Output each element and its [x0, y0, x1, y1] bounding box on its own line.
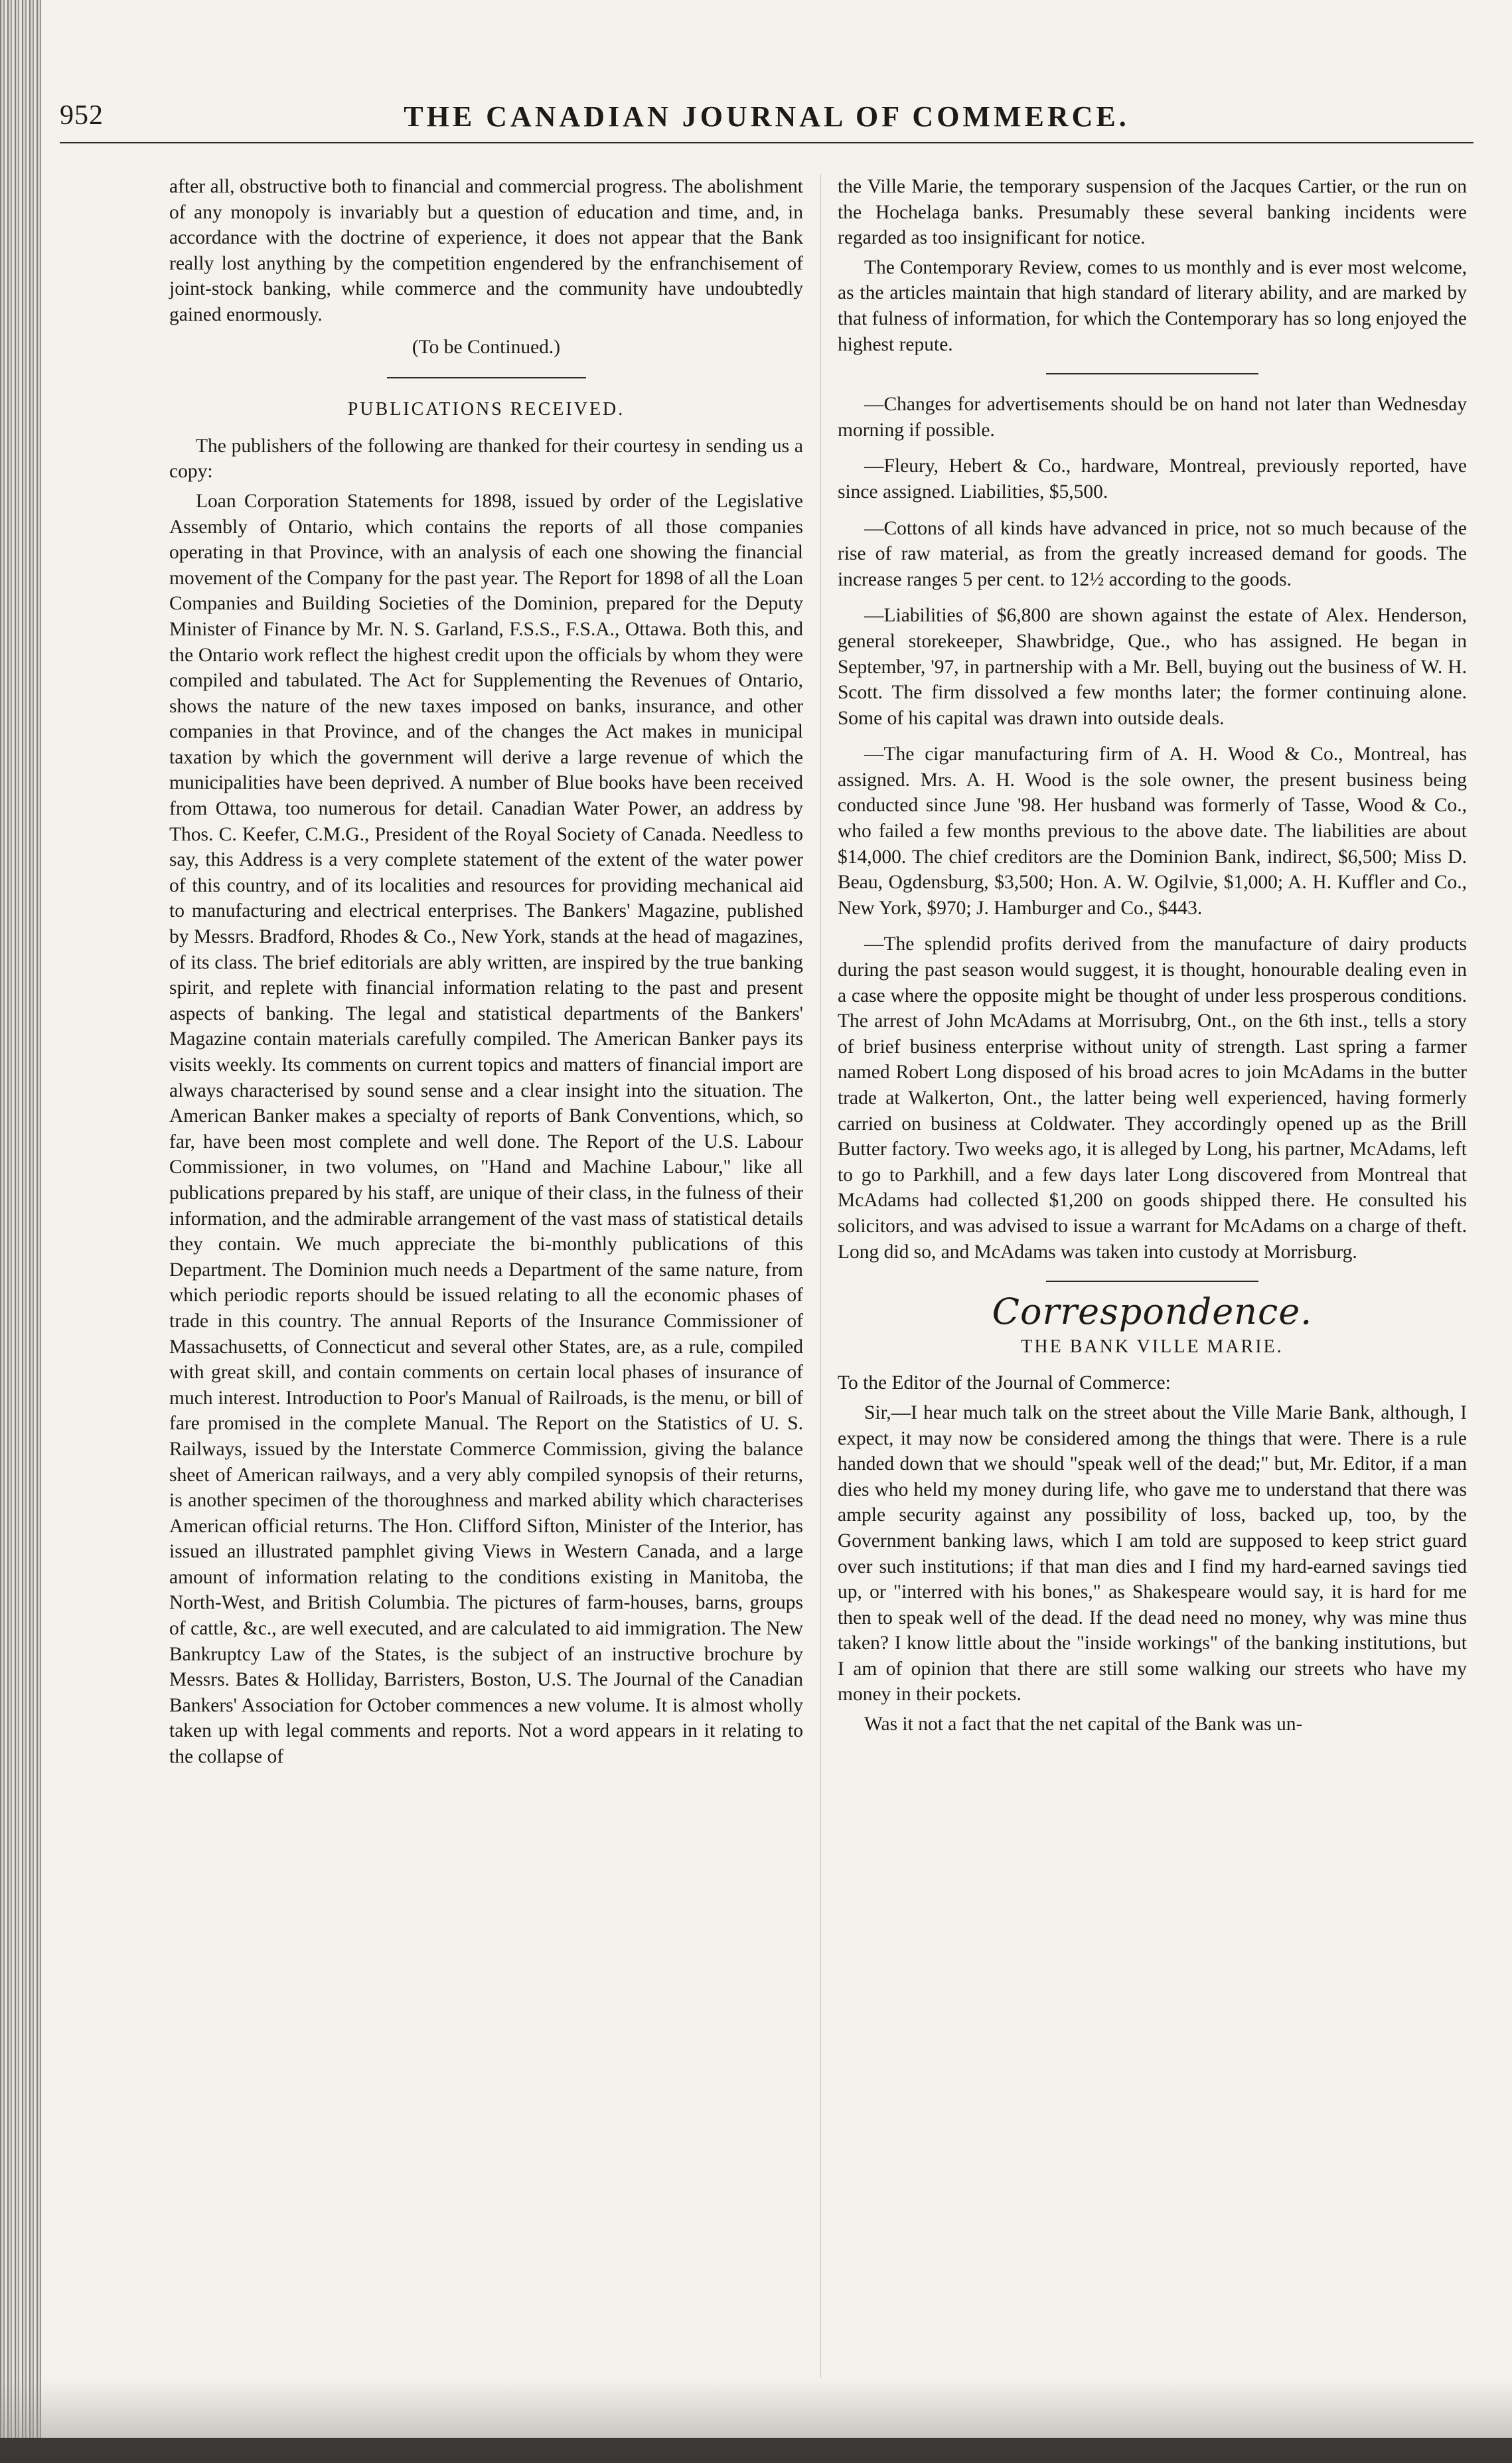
journal-title: THE CANADIAN JOURNAL OF COMMERCE.: [404, 100, 1130, 133]
publications-body: Loan Corporation Statements for 1898, issued by order of the Legislative Assembly of Ontario, which contains the reports of all those companies operating in that Province, with an analysis of each one showing the financial movement of the Company for the past year. The Report for 1898 of all the Loan Companies and Building Societies of the Dominion, prepared for the Deputy Minister of Finance by Mr. N. S. Garland, F.S.S., F.S.A., Ottawa. Both this, and the Ontario work reflect the highest credit upon the officials by whom they were compiled and tabulated. The Act for Supplementing the Revenues of Ontario, shows the nature of the new taxes imposed on banks, insurance, and other companies in that Province, and of the changes the Act makes in municipal taxation by which the government will derive a large revenue of which the municipalities have been deprived. A number of Blue books have been received from Ottawa, too numerous for detail. Canadian Water Power, an address by Thos. C. Keefer, C.M.G., President of the Royal Society of Canada. Needless to say, this Address is a very complete statement of the extent of the water power of this country, and of its localities and resources for providing mechanical aid to manufacturing and electrical enterprises. The Bankers' Magazine, published by Messrs. Bradford, Rhodes & Co., New York, stands at the head of magazines, of its class. The brief editorials are ably written, are inspired by the true banking spirit, and replete with financial information relating to the past and present aspects of banking. The legal and statistical departments of the Bankers' Magazine contain materials carefully compiled. The American Banker pays its visits weekly. Its comments on current topics and matters of financial import are always characterised by sound sense and a clear insight into the situation. The American Banker makes a specialty of reports of Bank Conventions, which, so far, have been most complete and well done. The Report of the U.S. Labour Commissioner, in two volumes, on "Hand and Machine Labour," like all publications prepared by his staff, are unique of their class, in the fulness of their information, and the admirable arrangement of the vast mass of statistical details they contain. We much appreciate the bi-monthly publications of this Department. The Dominion much needs a Department of the same nature, from which periodic reports should be issued relating to all the economic phases of trade in this country. The annual Reports of the Insurance Commissioner of Massachusetts, of Connecticut and several other States, are, as a rule, compiled with great skill, and contain comments on certain local phases of insurance of much interest. Introduction to Poor's Manual of Railroads, is the menu, or bill of fare promised in the complete Manual. The Report on the Statistics of U. S. Railways, issued by the Interstate Commerce Commission, giving the balance sheet of American railways, and a very ably compiled synopsis of their returns, is another specimen of the thoroughness and marked ability which characterises American official returns. The Hon. Clifford Sifton, Minister of the Interior, has issued an illustrated pamphlet giving Views in Western Canada, and a large amount of information relating to the conditions existing in Manitoba, the North-West, and British Columbia. The pictures of farm-houses, barns, groups of cattle, &c., are well executed, and are calculated to aid immigration. The New Bankruptcy Law of the States, is the subject of an instructive brochure by Messrs. Bates & Holliday, Barristers, Boston, U.S. The Journal of the Canadian Bankers' Association for October commences a new volume. It is almost wholly taken up with legal comments and reports. Not a word appears in it relating to the collapse of: [169, 490, 803, 1768]
news-item: —Changes for advertisements should be on hand not later than Wednesday morning if possible.: [838, 394, 1467, 441]
contemporary-review-note: The Contemporary Review, comes to us monthly and is ever most welcome, as the articles maintain that high standard of literary ability, and are marked by that fulness of information, for which the Contemporary has so long enjoyed the highest repute.: [838, 256, 1467, 355]
news-item: —The splendid profits derived from the manufacture of dairy products during the past season would suggest, it is thought, honourable dealing even in a case where the opposite might be thought of under less prosperous conditions. The arrest of John McAdams at Morrisubrg, Ont., on the 6th inst., tells a story of brief business enterprise without unity of strength. Last spring a farmer named Robert Long disposed of his broad acres to join McAdams in the butter trade at Walkerton, Ont., the latter being well experienced, having formerly carried on business at Coldwater. They accordingly opened up as the Brill Butter factory. Two weeks ago, it is alleged by Long, his partner, McAdams, left to go to Parkhill, and a few days later Long discovered from Montreal that McAdams had collected $1,200 on goods shipped there. He consulted his solicitors, and was advised to issue a warrant for McAdams on a charge of theft. Long did so, and McAdams was taken into custody at Morrisburg.: [838, 933, 1467, 1263]
publications-intro: The publishers of the following are thanked for their courtesy in sending us a copy:: [169, 435, 803, 483]
letter-tail: Was it not a fact that the net capital of the Bank was un-: [864, 1713, 1303, 1735]
right-column: [838, 174, 1467, 1741]
correspondence-heading: Correspondence.: [992, 1291, 1313, 1333]
to-be-continued: (To be Continued.): [412, 336, 561, 358]
section-rule: [1046, 1281, 1258, 1282]
section-rule: [1046, 373, 1258, 374]
section-rule: [387, 377, 586, 378]
article-closing-paragraph: after all, obstructive both to financial and commercial progress. The abolishment of any monopoly is invariably but a question of education and time, and, in accordance with the doctrine of experience, it does not appear that the Bank really lost anything by the competition engendered by the enfranchisement of joint-stock banking, while commerce and the community have undoubtedly gained enormously.: [169, 176, 803, 325]
publications-heading: PUBLICATIONS RECEIVED.: [347, 399, 625, 420]
scan-bottom-edge: [0, 2438, 1512, 2463]
news-item: —The cigar manufacturing firm of A. H. Wood & Co., Montreal, has assigned. Mrs. A. H. Wood is the sole owner, the present business being conducted since June '98. Her husband was formerly of Tasse, Wood & Co., who failed a few months previous to the above date. The liabilities are about $14,000. The chief creditors are the Dominion Bank, indirect, $6,500; Miss D. Beau, Ogdensburg, $3,500; Hon. A. W. Ogilvie, $1,000; A. H. Kuffler and Co., New York, $970; J. Hamburger and Co., $443.: [838, 744, 1467, 919]
news-item: —Fleury, Hebert & Co., hardware, Montreal, previously reported, have since assigned. Liabilities, $5,500.: [838, 455, 1467, 503]
page-header: [60, 100, 1474, 146]
article-continuation: the Ville Marie, the temporary suspension of the Jacques Cartier, or the run on the Hochelaga banks. Presumably these several banking incidents were regarded as too insignificant for notice.: [838, 176, 1467, 249]
scanned-page-edge: [0, 0, 41, 2463]
news-item: —Cottons of all kinds have advanced in price, not so much because of the rise of raw material, as from the greatly increased demand for goods. The increase ranges 5 per cent. to 12½ according to the goods.: [838, 517, 1467, 590]
letter-salutation: To the Editor of the Journal of Commerce:: [838, 1372, 1171, 1394]
left-column: [169, 174, 803, 1774]
letter-title: THE BANK VILLE MARIE.: [1021, 1336, 1284, 1357]
letter-body: Sir,—I hear much talk on the street about the Ville Marie Bank, although, I expect, it may now be considered among the things that were. There is a rule handed down that we should "speak well of the dead;" but, Mr. Editor, if a man dies who held my money during life, who gave me to understand that there was ample security against any possibility of loss, backed up, too, by the Government banking laws, which I am told are supposed to keep strict guard over such institutions; if that man dies and I find my hard-earned savings tied up, or "interred with his bones," as Shakespeare would say, it is hard for me then to speak well of the dead. If the dead need no money, why was mine thus taken? I know little about the "inside workings" of the banking institutions, but I am of opinion that there are still some walking our streets who have my money in their pockets.: [838, 1401, 1467, 1706]
header-rule: [60, 142, 1474, 143]
news-item: —Liabilities of $6,800 are shown against the estate of Alex. Henderson, general storekeeper, Shawbridge, Que., who has assigned. He began in September, '97, in partnership with a Mr. Bell, buying out the business of W. H. Scott. The firm dissolved a few months later; the former continuing alone. Some of his capital was drawn into outside deals.: [838, 605, 1467, 729]
page-number: 952: [60, 100, 104, 131]
column-divider: [820, 174, 821, 2378]
scan-shadow: [0, 2378, 1512, 2438]
